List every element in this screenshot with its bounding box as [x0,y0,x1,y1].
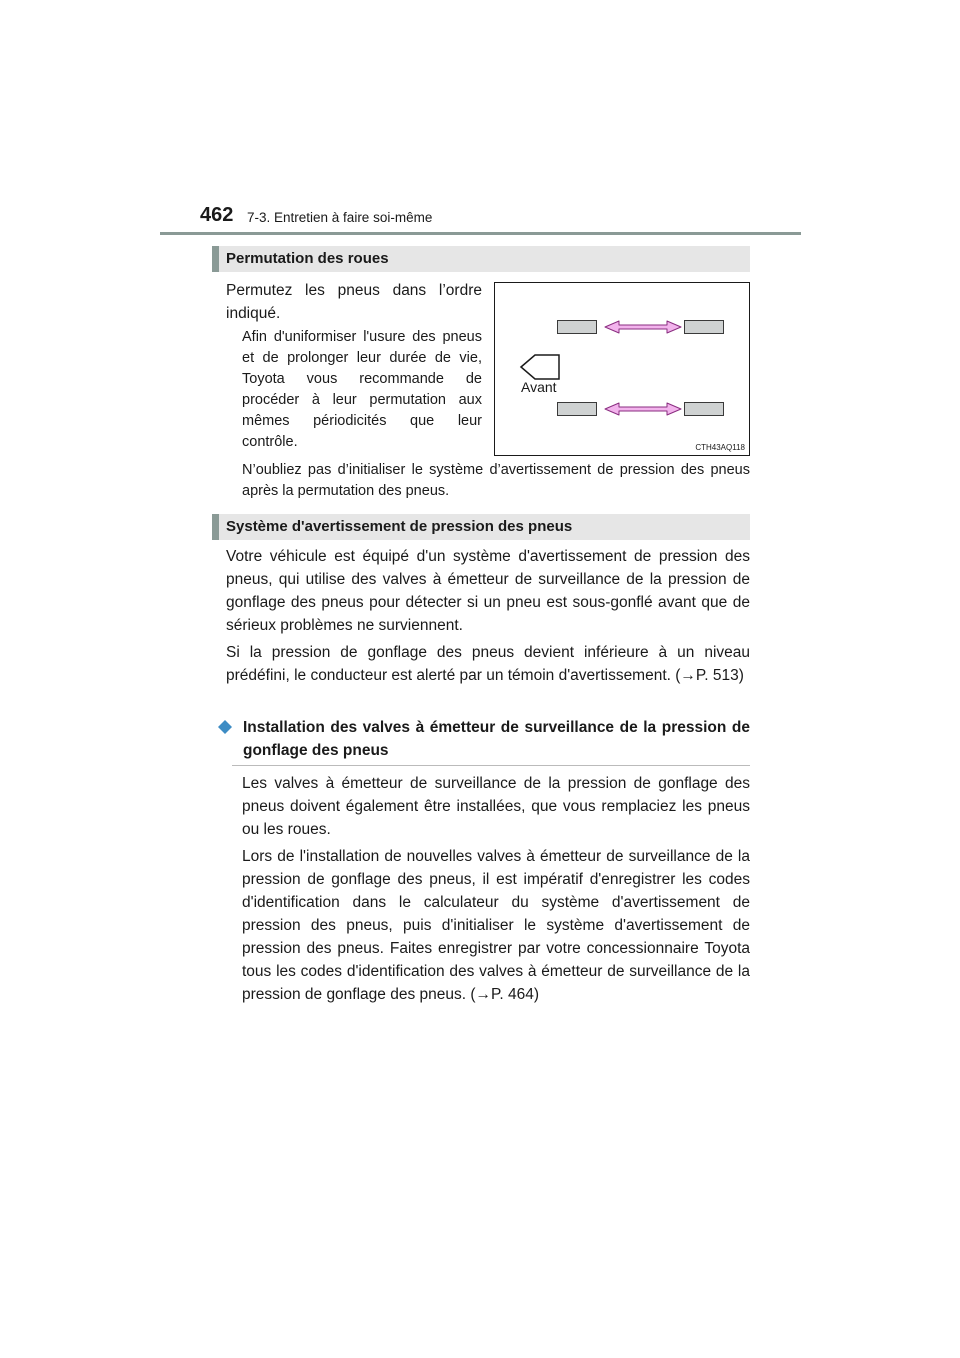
figure-code: CTH43AQ118 [695,443,745,452]
front-rotation-arrow [605,321,681,333]
tpms-paragraph-1: Votre véhicule est équipé d'un système d'avertissement de pression des pneus, qui utilise des valves à émetteur de surveillance de la pression de gonflage des pneus pour détecter si un pneu est sous-gonflé avant que de sérieux problèmes ne surviennent. [226,548,750,634]
page-number: 462 [200,204,234,226]
tire-left-rear [557,402,597,416]
valve-paragraph-1: Les valves à émetteur de surveillance de la pression de gonflage des pneus doivent également être installées, que vous remplaciez les pneus ou les roues. [242,775,750,838]
header-rule [160,232,801,235]
rotation-note-1: Afin d'uniformiser l'usure des pneus et de prolonger leur durée de vie, Toyota vous recommande de procéder à leur permutation aux mêmes périodicités que leur contrôle. [242,329,482,450]
tire-left-front [557,320,597,334]
rotation-note-2: N’oubliez pas d’initialiser le système d’avertissement de pression des pneus après la permutation des pneus. [242,462,750,499]
section-title-tpms: Système d'avertissement de pression des pneus [212,514,750,540]
section-title-rotation: Permutation des roues [212,246,750,272]
diamond-bullet-icon [218,720,232,734]
subsection-rule [232,765,750,766]
rotation-intro: Permutez les pneus dans l’ordre indiqué. [226,282,482,322]
valve-paragraph-2: Lors de l'installation de nouvelles valves à émetteur de surveillance de la pression de gonflage des pneus, il est impératif d'enregistrer les codes d'identification dans le calculateur du système d'avertissement de pression des pneus, puis d'initialiser le système d'avertissement de pression des pneus. Faites enregistrer par votre concessionnaire Toyota tous les codes d'identification des valves à émetteur de surveillance de la pression de gonflage des pneus. (→P. 464) [242,848,750,1003]
rotation-arrows [495,283,749,455]
chapter-title: 7-3. Entretien à faire soi-même [247,210,433,225]
rear-rotation-arrow [605,403,681,415]
page-header [0,200,960,240]
front-label: Avant [521,379,557,395]
tire-rotation-diagram [494,282,750,456]
tpms-paragraph-2: Si la pression de gonflage des pneus devient inférieure à un niveau prédéfini, le conducteur est alerté par un témoin d'avertissement. (→P. 513) [226,644,750,684]
tire-right-rear [684,402,724,416]
tire-right-front [684,320,724,334]
subsection-title: Installation des valves à émetteur de surveillance de la pression de gonflage des pneus [243,719,750,759]
front-direction-arrow-icon [521,355,559,379]
